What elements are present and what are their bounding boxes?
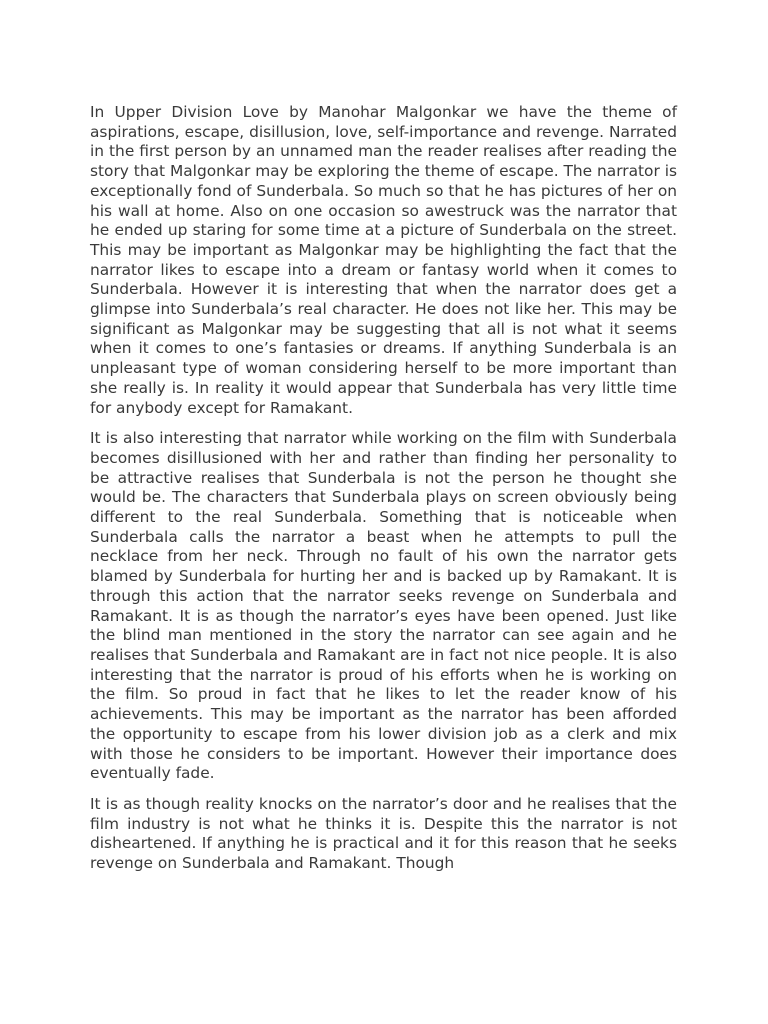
paragraph-3: It is as though reality knocks on the narrator’s door and he realises that the film industry is not what he thinks it is. Despite this the narrator is not disheartened. If anything he is practical and it for this reason that he seeks revenge on Sunderbala and Ramakant. Though xyxy=(90,794,677,873)
paragraph-2: It is also interesting that narrator while working on the film with Sunderbala becomes disillusioned with her and rather than finding her personality to be attractive realises that Sunderbala is not the person he thought she would be. The characters that Sunderbala plays on screen obviously being different to the real Sunderbala. Something that is noticeable when Sunderbala calls the narrator a beast when he attempts to pull the necklace from her neck. Through no fault of his own the narrator gets blamed by Sunderbala for hurting her and is backed up by Ramakant. It is through this action that the narrator seeks revenge on Sunderbala and Ramakant. It is as though the narrator’s eyes have been opened. Just like the blind man mentioned in the story the narrator can see again and he realises that Sunderbala and Ramakant are in fact not nice people. It is also interesting that the narrator is proud of his efforts when he is working on the film. So proud in fact that he likes to let the reader know of his achievements. This may be important as the narrator has been afforded the opportunity to escape from his lower division job as a clerk and mix with those he considers to be important. However their importance does eventually fade. xyxy=(90,429,677,783)
document-body xyxy=(90,103,677,885)
paragraph-1: In Upper Division Love by Manohar Malgonkar we have the theme of aspirations, escape, disillusion, love, self-importance and revenge. Narrated in the first person by an unnamed man the reader realises after reading the story that Malgonkar may be exploring the theme of escape. The narrator is exceptionally fond of Sunderbala. So much so that he has pictures of her on his wall at home. Also on one occasion so awestruck was the narrator that he ended up staring for some time at a picture of Sunderbala on the street. This may be important as Malgonkar may be highlighting the fact that the narrator likes to escape into a dream or fantasy world when it comes to Sunderbala. However it is interesting that when the narrator does get a glimpse into Sunderbala’s real character. He does not like her. This may be significant as Malgonkar may be suggesting that all is not what it seems when it comes to one’s fantasies or dreams. If anything Sunderbala is an unpleasant type of woman considering herself to be more important than she really is. In reality it would appear that Sunderbala has very little time for anybody except for Ramakant. xyxy=(90,103,677,417)
